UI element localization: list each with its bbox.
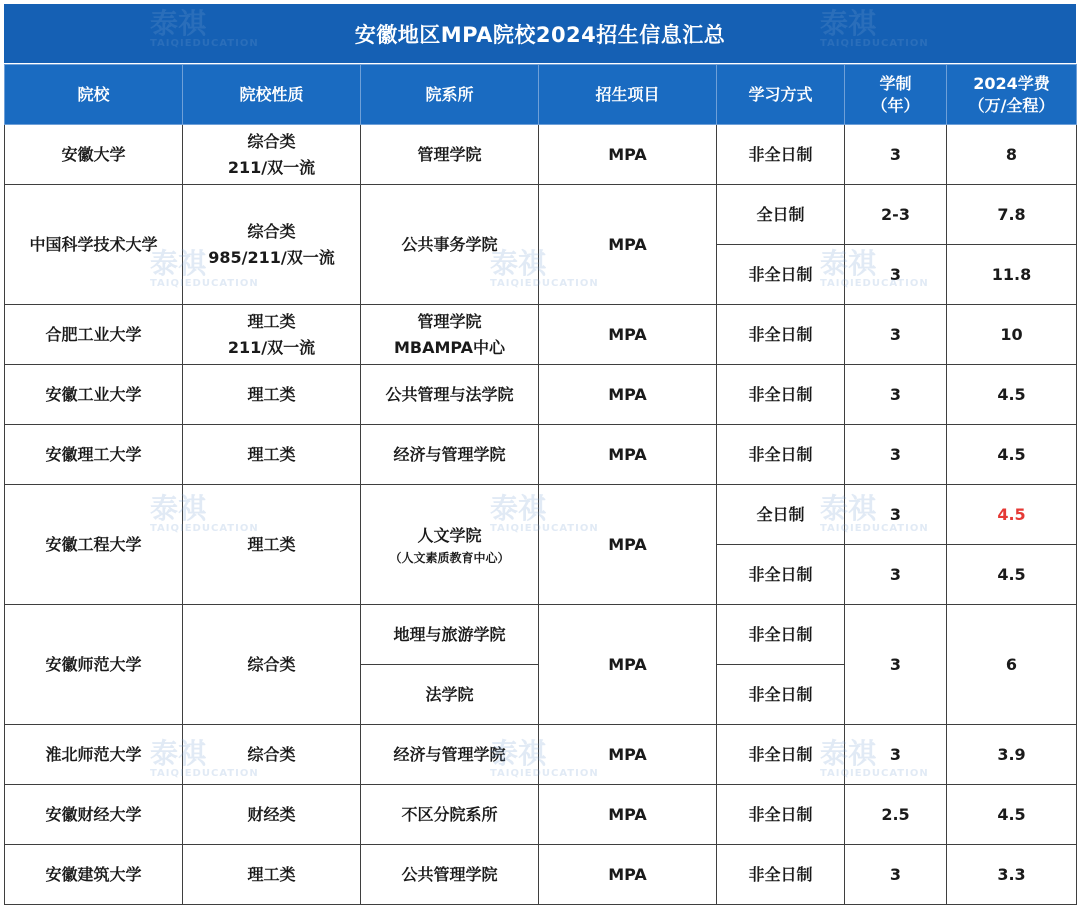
watermark-sub: TAIQIEDUCATION xyxy=(820,278,929,289)
cell-department: 经济与管理学院 xyxy=(361,725,539,785)
cell-fee: 8 xyxy=(947,125,1077,185)
header-department: 院系所 xyxy=(361,65,539,125)
cell-mode: 非全日制 xyxy=(717,845,845,905)
cell-department: 公共事务学院 xyxy=(361,185,539,305)
cell-duration: 3 xyxy=(845,605,947,725)
cell-nature: 理工类 xyxy=(183,365,361,425)
cell-program: MPA xyxy=(539,725,717,785)
cell-duration: 3 xyxy=(845,845,947,905)
watermark-main: 泰祺 xyxy=(490,492,547,525)
cell-nature: 财经类 xyxy=(183,785,361,845)
cell-department: 地理与旅游学院 xyxy=(361,605,539,665)
cell-fee: 4.5 xyxy=(947,785,1077,845)
cell-mode: 非全日制 xyxy=(717,365,845,425)
header-program: 招生项目 xyxy=(539,65,717,125)
table-row xyxy=(5,725,1077,785)
header-duration-line1: 学制 xyxy=(879,73,912,93)
table-row xyxy=(5,785,1077,845)
cell-nature xyxy=(183,185,361,305)
cell-department: 法学院 xyxy=(361,665,539,725)
cell-duration: 2-3 xyxy=(845,185,947,245)
table-row xyxy=(5,185,1077,245)
watermark-sub: TAIQIEDUCATION xyxy=(490,278,599,289)
table-row xyxy=(5,425,1077,485)
cell-duration: 3 xyxy=(845,245,947,305)
cell-mode: 非全日制 xyxy=(717,545,845,605)
header-fee-line1: 2024学费 xyxy=(973,73,1050,93)
watermark-main: 泰祺 xyxy=(490,737,547,770)
cell-school: 安徽工业大学 xyxy=(5,365,183,425)
page-title: 安徽地区MPA院校2024招生信息汇总 xyxy=(4,4,1076,63)
cell-mode: 非全日制 xyxy=(717,785,845,845)
cell-department: 公共管理与法学院 xyxy=(361,365,539,425)
watermark-main: 泰祺 xyxy=(150,492,207,525)
header-mode: 学习方式 xyxy=(717,65,845,125)
watermark-main: 泰祺 xyxy=(150,7,207,40)
cell-mode: 非全日制 xyxy=(717,725,845,785)
cell-duration: 3 xyxy=(845,545,947,605)
header-duration-line2: （年） xyxy=(871,95,920,115)
cell-school: 中国科学技术大学 xyxy=(5,185,183,305)
cell-nature: 综合类 xyxy=(183,725,361,785)
watermark-sub: TAIQIEDUCATION xyxy=(150,523,259,534)
cell-school: 淮北师范大学 xyxy=(5,725,183,785)
header-fee-line2: （万/全程） xyxy=(968,95,1055,115)
cell-department-line1: 管理学院 xyxy=(417,311,482,331)
watermark-main: 泰祺 xyxy=(490,247,547,280)
cell-school: 安徽财经大学 xyxy=(5,785,183,845)
watermark-sub: TAIQIEDUCATION xyxy=(150,38,259,49)
cell-fee-highlighted: 4.5 xyxy=(947,485,1077,545)
cell-nature-line1: 综合类 xyxy=(247,221,296,241)
table-row xyxy=(5,485,1077,545)
cell-program: MPA xyxy=(539,785,717,845)
cell-school: 合肥工业大学 xyxy=(5,305,183,365)
watermark-main: 泰祺 xyxy=(150,737,207,770)
cell-department: 经济与管理学院 xyxy=(361,425,539,485)
cell-mode: 非全日制 xyxy=(717,605,845,665)
admissions-table xyxy=(4,64,1077,905)
cell-mode: 全日制 xyxy=(717,185,845,245)
cell-nature xyxy=(183,125,361,185)
cell-department-line1: 人文学院 xyxy=(417,525,482,545)
watermark-main: 泰祺 xyxy=(820,492,877,525)
cell-mode: 非全日制 xyxy=(717,245,845,305)
cell-mode: 全日制 xyxy=(717,485,845,545)
cell-department-note: （人文素质教育中心） xyxy=(389,550,510,565)
watermark-sub: TAIQIEDUCATION xyxy=(820,768,929,779)
cell-nature xyxy=(183,305,361,365)
table-row xyxy=(5,845,1077,905)
cell-nature: 理工类 xyxy=(183,845,361,905)
cell-duration: 3 xyxy=(845,365,947,425)
watermark-main: 泰祺 xyxy=(820,7,877,40)
watermark-main: 泰祺 xyxy=(820,737,877,770)
cell-department xyxy=(361,305,539,365)
cell-fee: 3.3 xyxy=(947,845,1077,905)
cell-nature: 理工类 xyxy=(183,425,361,485)
cell-nature: 综合类 xyxy=(183,605,361,725)
cell-fee: 4.5 xyxy=(947,365,1077,425)
table-row xyxy=(5,365,1077,425)
cell-mode: 非全日制 xyxy=(717,425,845,485)
cell-nature-line1: 综合类 xyxy=(247,131,296,151)
cell-program: MPA xyxy=(539,185,717,305)
cell-fee: 7.8 xyxy=(947,185,1077,245)
cell-nature-line2: 211/双一流 xyxy=(227,337,316,357)
table-row xyxy=(5,605,1077,665)
cell-fee: 11.8 xyxy=(947,245,1077,305)
cell-duration: 3 xyxy=(845,725,947,785)
cell-program: MPA xyxy=(539,485,717,605)
cell-nature: 理工类 xyxy=(183,485,361,605)
header-nature: 院校性质 xyxy=(183,65,361,125)
cell-duration: 3 xyxy=(845,485,947,545)
cell-duration: 2.5 xyxy=(845,785,947,845)
cell-school: 安徽建筑大学 xyxy=(5,845,183,905)
header-duration xyxy=(845,65,947,125)
cell-fee: 4.5 xyxy=(947,545,1077,605)
cell-program: MPA xyxy=(539,425,717,485)
cell-department-line2: MBAMPA中心 xyxy=(393,337,506,357)
watermark-sub: TAIQIEDUCATION xyxy=(490,768,599,779)
cell-school: 安徽理工大学 xyxy=(5,425,183,485)
cell-fee: 3.9 xyxy=(947,725,1077,785)
header-school: 院校 xyxy=(5,65,183,125)
cell-school: 安徽大学 xyxy=(5,125,183,185)
cell-fee: 6 xyxy=(947,605,1077,725)
header-row xyxy=(5,65,1077,125)
cell-nature-line2: 211/双一流 xyxy=(227,157,316,177)
cell-duration: 3 xyxy=(845,305,947,365)
cell-program: MPA xyxy=(539,305,717,365)
cell-department: 公共管理学院 xyxy=(361,845,539,905)
cell-program: MPA xyxy=(539,845,717,905)
cell-program: MPA xyxy=(539,365,717,425)
watermark-main: 泰祺 xyxy=(150,247,207,280)
watermark-main: 泰祺 xyxy=(820,247,877,280)
cell-duration: 3 xyxy=(845,425,947,485)
cell-department xyxy=(361,485,539,605)
cell-duration: 3 xyxy=(845,125,947,185)
cell-program: MPA xyxy=(539,125,717,185)
cell-mode: 非全日制 xyxy=(717,305,845,365)
watermark-sub: TAIQIEDUCATION xyxy=(150,278,259,289)
watermark-sub: TAIQIEDUCATION xyxy=(820,523,929,534)
table-row xyxy=(5,305,1077,365)
cell-fee: 10 xyxy=(947,305,1077,365)
cell-school: 安徽师范大学 xyxy=(5,605,183,725)
table-row xyxy=(5,125,1077,185)
watermark-sub: TAIQIEDUCATION xyxy=(490,523,599,534)
cell-school: 安徽工程大学 xyxy=(5,485,183,605)
cell-nature-line1: 理工类 xyxy=(247,311,296,331)
cell-program: MPA xyxy=(539,605,717,725)
cell-mode: 非全日制 xyxy=(717,125,845,185)
cell-department: 不区分院系所 xyxy=(361,785,539,845)
watermark-sub: TAIQIEDUCATION xyxy=(150,768,259,779)
header-fee xyxy=(947,65,1077,125)
cell-fee: 4.5 xyxy=(947,425,1077,485)
cell-department: 管理学院 xyxy=(361,125,539,185)
cell-mode: 非全日制 xyxy=(717,665,845,725)
watermark-sub: TAIQIEDUCATION xyxy=(820,38,929,49)
cell-nature-line2: 985/211/双一流 xyxy=(208,247,335,267)
